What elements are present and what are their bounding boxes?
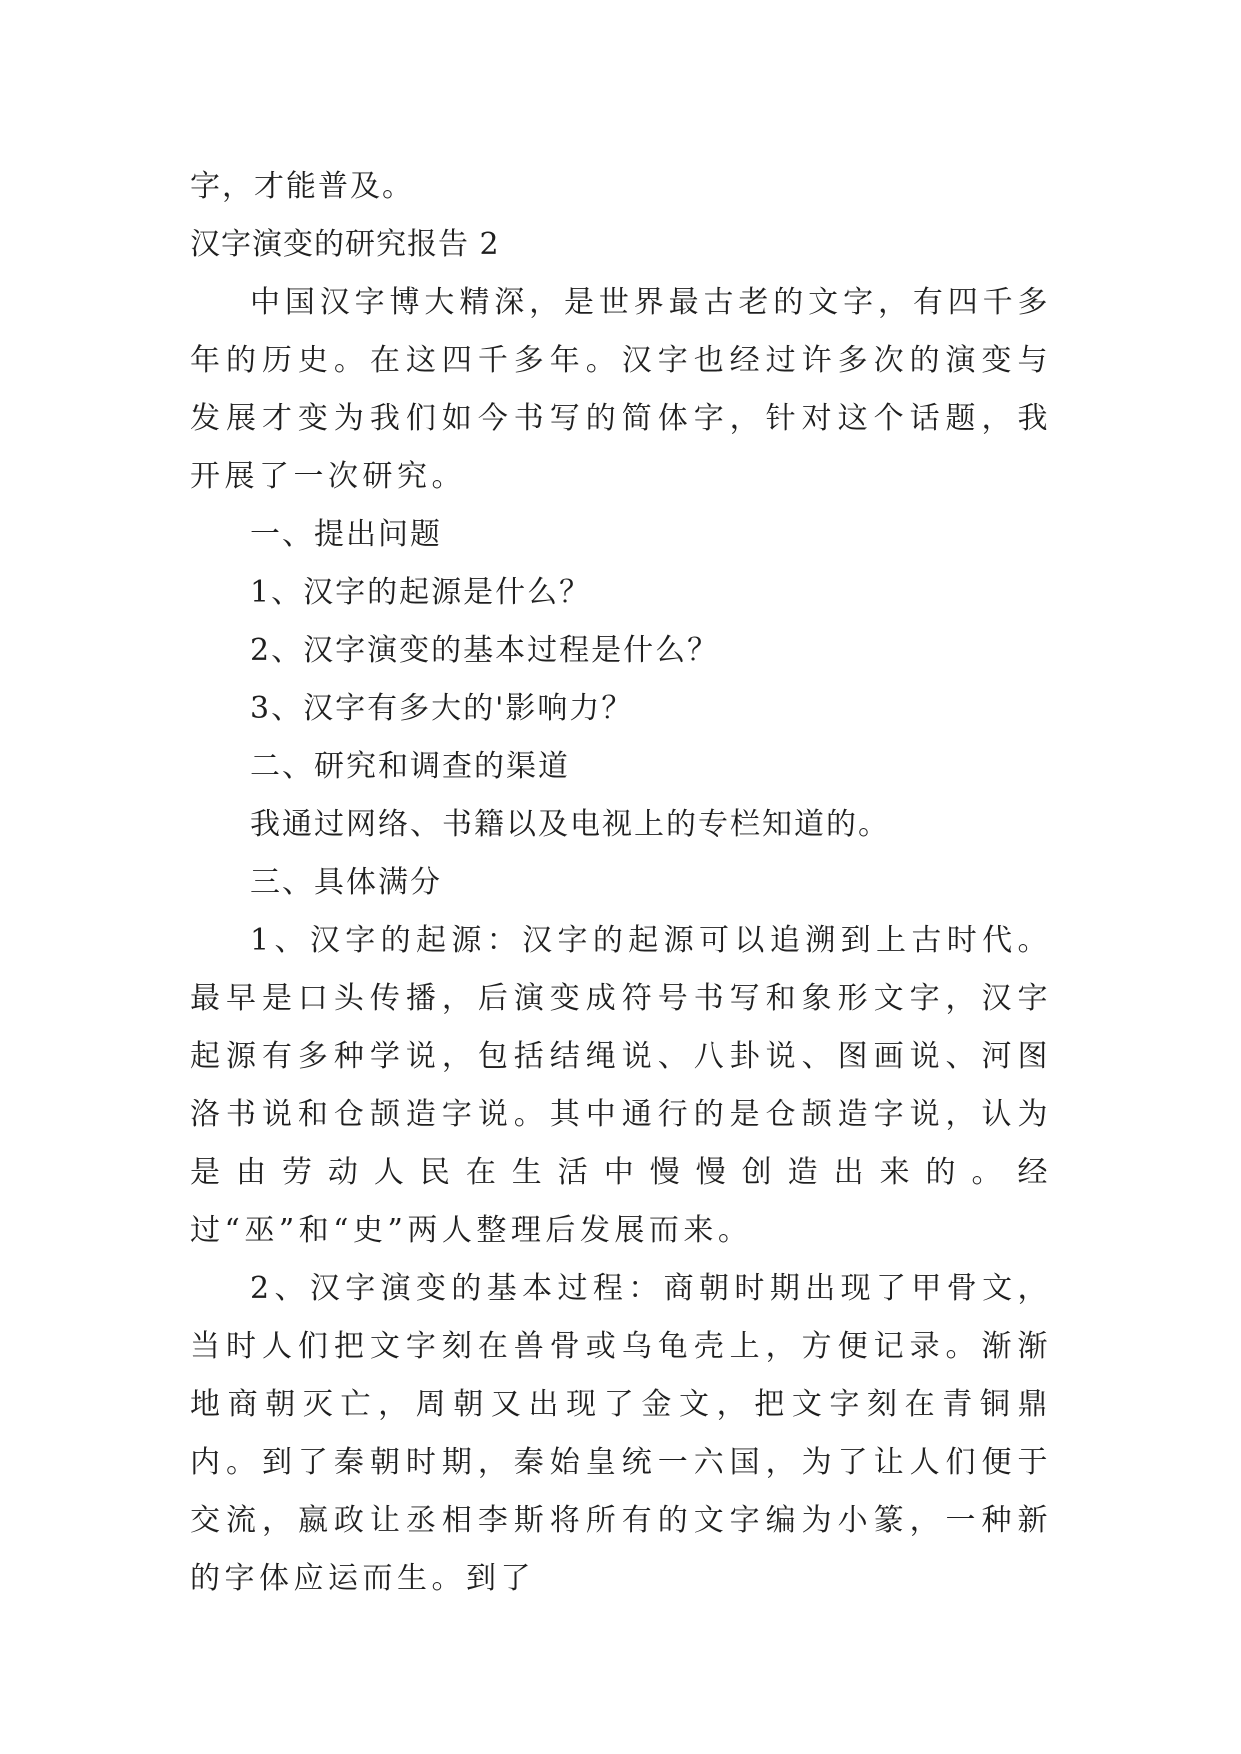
evolution-paragraph: 2、汉字演变的基本过程：商朝时期出现了甲骨文，当时人们把文字刻在兽骨或乌龟壳上，方便记录。渐渐地商朝灭亡，周朝又出现了金文，把文字刻在青铜鼎内。到了秦朝时期，秦始皇统一六国，为了让人们便于交流，嬴政让丞相李斯将所有的文字编为小篆，一种新的字体应运而生。到了 — [190, 1271, 1052, 1596]
section-heading-questions: 一、提出问题 — [250, 517, 442, 552]
continuation-text: 字，才能普及。 — [190, 169, 414, 204]
question-item: 3、汉字有多大的'影响力？ — [250, 691, 634, 726]
report-title: 汉字演变的研究报告 2 — [190, 227, 500, 262]
document-body — [190, 158, 1052, 1608]
section-heading-channels: 二、研究和调查的渠道 — [250, 749, 570, 784]
section-heading-details: 三、具体满分 — [250, 865, 442, 900]
question-item: 2、汉字演变的基本过程是什么？ — [250, 633, 720, 668]
intro-paragraph: 中国汉字博大精深，是世界最古老的文字，有四千多年的历史。在这四千多年。汉字也经过许多次的演变与发展才变为我们如今书写的简体字，针对这个话题，我开展了一次研究。 — [190, 285, 1052, 494]
channels-text: 我通过网络、书籍以及电视上的专栏知道的。 — [250, 807, 890, 842]
origin-paragraph: 1、汉字的起源：汉字的起源可以追溯到上古时代。最早是口头传播，后演变成符号书写和象形文字，汉字起源有多种学说，包括结绳说、八卦说、图画说、河图洛书说和仓颉造字说。其中通行的是仓颉造字说，认为是由劳动人民在生活中慢慢创造出来的。经过“巫”和“史”两人整理后发展而来。 — [190, 923, 1052, 1248]
question-item: 1、汉字的起源是什么？ — [250, 575, 592, 610]
